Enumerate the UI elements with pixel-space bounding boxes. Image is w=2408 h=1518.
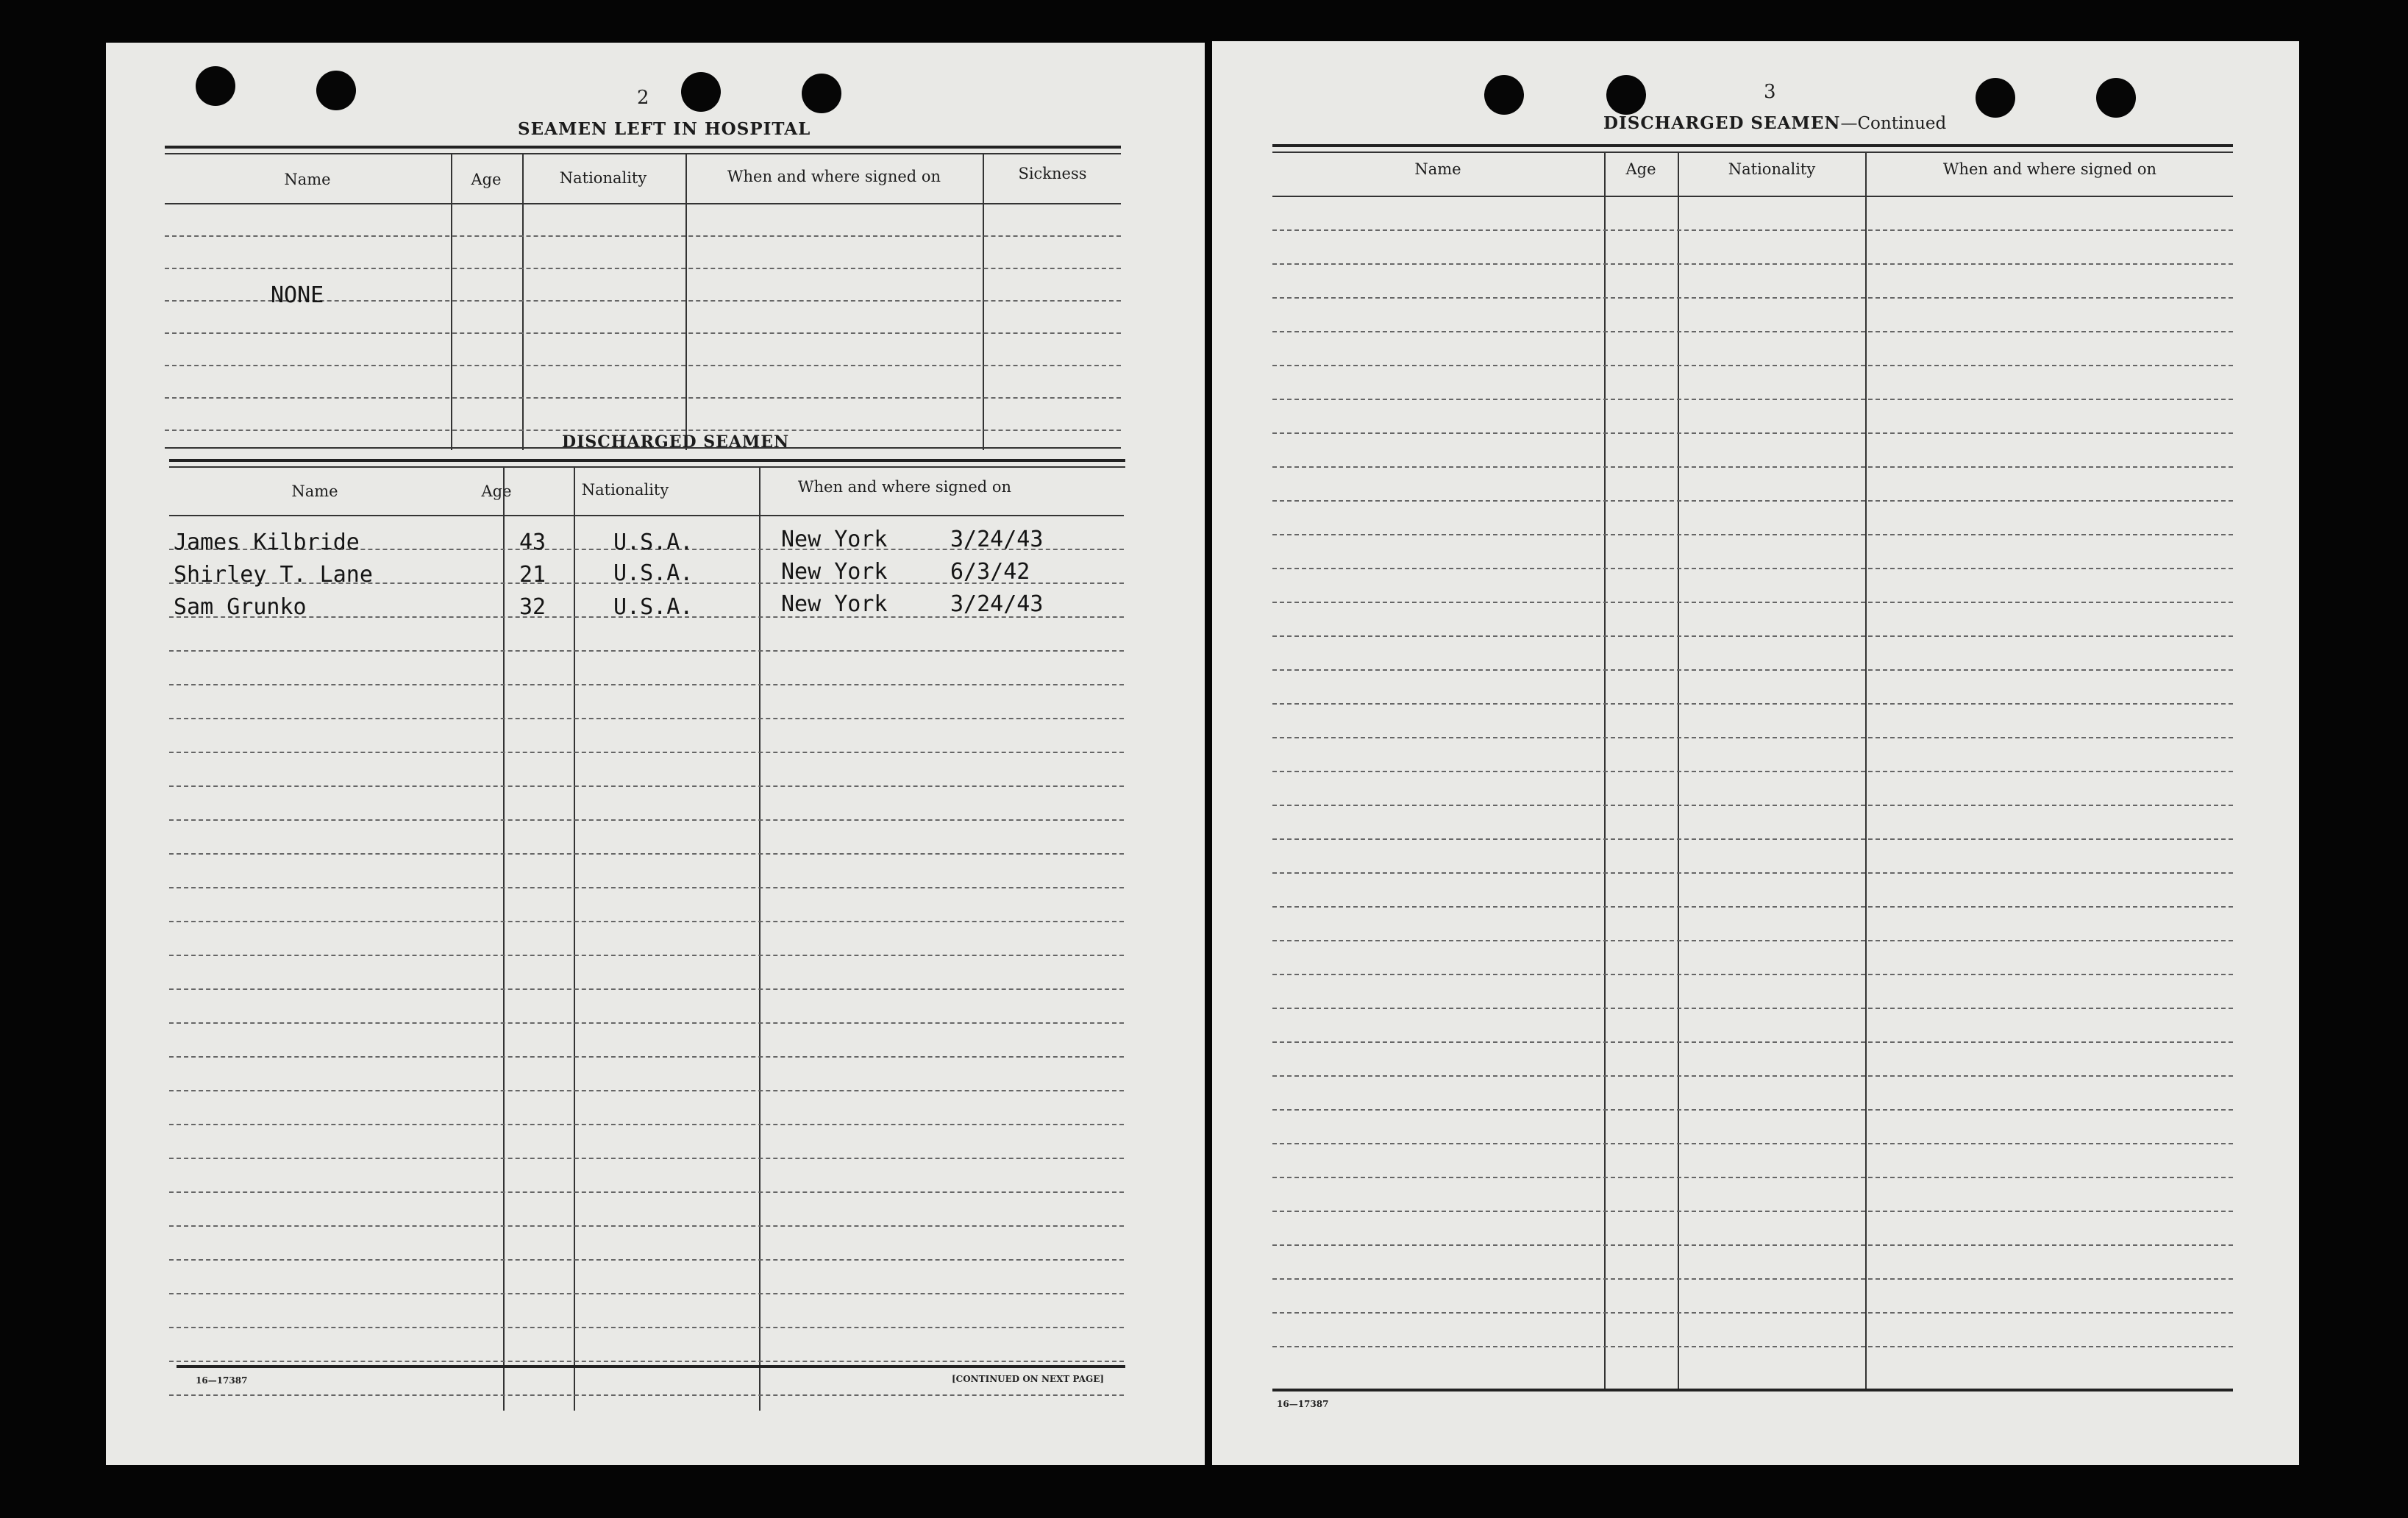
seaman-nationality: U.S.A. (613, 594, 694, 620)
seaman-nationality: U.S.A. (613, 560, 694, 586)
ruled-row (169, 650, 1124, 652)
ruled-row (169, 988, 1124, 990)
hospital-section-title: SEAMEN LEFT IN HOSPITAL (518, 119, 811, 139)
form-number: 16—17387 (196, 1375, 248, 1386)
ruled-row (1272, 1041, 2233, 1043)
col-divider (983, 153, 984, 450)
seaman-signed-date: 3/24/43 (950, 591, 1044, 617)
discharged-continued-title: DISCHARGED SEAMEN—Continued (1603, 113, 1947, 133)
ruled-row (1272, 432, 2233, 434)
punch-hole (1606, 75, 1646, 115)
ruled-row (1272, 602, 2233, 603)
ruled-row (169, 1361, 1124, 1362)
col-divider (685, 153, 687, 450)
ruled-row (169, 718, 1124, 719)
ruled-row (165, 397, 1121, 399)
ruled-row (169, 684, 1124, 685)
ruled-row (1272, 1008, 2233, 1009)
ruled-row (1272, 737, 2233, 738)
col-divider (759, 466, 760, 1411)
ruled-row (169, 1293, 1124, 1294)
col-nationality: Nationality (1728, 160, 1816, 178)
seaman-signed-place: New York (781, 559, 888, 585)
ruled-row (169, 1056, 1124, 1058)
ruled-row (165, 332, 1121, 334)
col-divider (503, 466, 505, 1411)
header-rule (1272, 196, 2233, 197)
seaman-signed-date: 6/3/42 (950, 559, 1030, 585)
seaman-age: 21 (519, 562, 546, 588)
rule (1272, 144, 2233, 147)
ruled-row (169, 1259, 1124, 1261)
ruled-row (1272, 974, 2233, 975)
ruled-row (1272, 500, 2233, 502)
seaman-signed-date: 3/24/43 (950, 527, 1044, 552)
punch-hole (802, 74, 841, 113)
seaman-name: James Kilbride (174, 530, 360, 555)
ruled-row (1272, 365, 2233, 366)
punch-hole (316, 71, 356, 110)
ruled-row (1272, 297, 2233, 299)
col-divider (574, 466, 575, 1411)
ruled-row (1272, 771, 2233, 772)
punch-hole (2096, 78, 2136, 118)
header-rule (165, 203, 1121, 204)
discharged-col-name: Name (291, 482, 338, 500)
ruled-row (1272, 703, 2233, 705)
ruled-row (165, 235, 1121, 237)
seaman-signed-place: New York (781, 591, 888, 617)
page-number: 3 (1764, 81, 1776, 103)
ruled-row (1272, 1244, 2233, 1246)
ruled-row (1272, 838, 2233, 840)
right-page (1212, 41, 2299, 1465)
ruled-row (1272, 1346, 2233, 1347)
col-divider (522, 153, 524, 450)
ruled-row (169, 1124, 1124, 1125)
punch-hole (1976, 78, 2015, 118)
seaman-name: Shirley T. Lane (174, 562, 373, 588)
col-signed-on: When and where signed on (1942, 160, 2157, 178)
rule (169, 459, 1125, 462)
ruled-row (169, 785, 1124, 787)
ruled-row (1272, 1177, 2233, 1178)
ruled-row (1272, 1143, 2233, 1144)
ruled-row (1272, 263, 2233, 265)
seaman-nationality: U.S.A. (613, 530, 694, 555)
page-number: 2 (637, 87, 649, 109)
discharged-col-nationality: Nationality (581, 481, 669, 499)
seaman-age: 32 (519, 594, 546, 620)
continued-note: [CONTINUED ON NEXT PAGE] (952, 1374, 1105, 1384)
ruled-row (1272, 1312, 2233, 1314)
ruled-row (169, 921, 1124, 922)
col-age: Age (1625, 160, 1656, 178)
rule (165, 153, 1121, 154)
ruled-row (165, 268, 1121, 269)
ruled-row (169, 1158, 1124, 1159)
ruled-row (169, 1327, 1124, 1328)
ruled-row (1272, 940, 2233, 941)
form-number: 16—17387 (1277, 1399, 1329, 1409)
ruled-row (169, 887, 1124, 888)
ruled-row (169, 955, 1124, 956)
ruled-row (1272, 669, 2233, 671)
ruled-row (1272, 331, 2233, 332)
hospital-entry: NONE (271, 282, 324, 308)
discharged-col-signed-on: When and where signed on (797, 478, 1012, 496)
col-divider (451, 153, 452, 450)
ruled-row (1272, 466, 2233, 468)
ruled-row (1272, 1211, 2233, 1212)
ruled-row (1272, 568, 2233, 569)
ruled-row (1272, 805, 2233, 806)
hospital-col-signed-on: When and where signed on (727, 168, 941, 185)
ruled-row (169, 853, 1124, 855)
ruled-row (1272, 229, 2233, 231)
rule (165, 146, 1121, 149)
ruled-row (169, 1394, 1124, 1396)
hospital-col-sickness: Sickness (1018, 165, 1087, 182)
ruled-row (165, 430, 1121, 431)
rule (169, 466, 1125, 468)
ruled-row (169, 819, 1124, 821)
header-rule (169, 515, 1124, 516)
ruled-row (169, 1225, 1124, 1227)
punch-hole (196, 66, 235, 106)
hospital-col-name: Name (284, 171, 331, 188)
punch-hole (1484, 75, 1524, 115)
ruled-row (1272, 1075, 2233, 1077)
discharged-col-age: Age (481, 482, 512, 500)
hospital-col-age: Age (471, 171, 502, 188)
ruled-row (1272, 1278, 2233, 1280)
bottom-rule (1272, 1389, 2233, 1392)
seaman-name: Sam Grunko (174, 594, 307, 620)
ruled-row (169, 752, 1124, 753)
ruled-row (169, 1191, 1124, 1193)
ruled-row (1272, 534, 2233, 535)
seaman-age: 43 (519, 530, 546, 555)
ruled-row (169, 1090, 1124, 1091)
ruled-row (1272, 872, 2233, 874)
ruled-row (1272, 906, 2233, 908)
hospital-col-nationality: Nationality (559, 169, 647, 187)
ruled-row (165, 365, 1121, 366)
seaman-signed-place: New York (781, 527, 888, 552)
left-page (106, 43, 1205, 1465)
col-name: Name (1414, 160, 1461, 178)
rule (1272, 152, 2233, 153)
ruled-row (169, 1022, 1124, 1024)
ruled-row (1272, 1109, 2233, 1111)
ruled-row (1272, 635, 2233, 637)
bottom-rule (177, 1365, 1125, 1368)
discharged-section-title: DISCHARGED SEAMEN (562, 432, 790, 452)
ruled-row (1272, 399, 2233, 400)
punch-hole (681, 72, 721, 112)
